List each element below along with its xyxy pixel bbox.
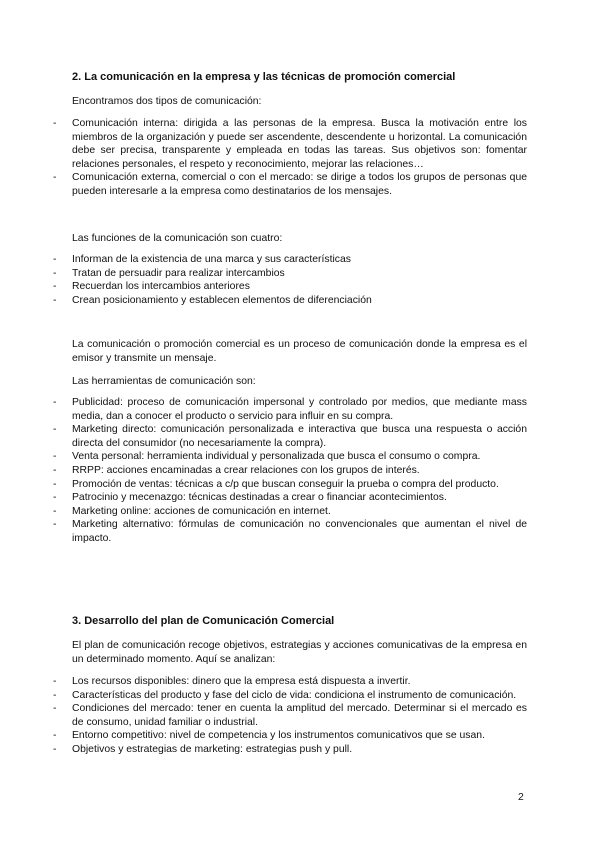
page-number: 2 — [518, 792, 524, 803]
bullet-dash: - — [53, 703, 57, 715]
plan-factors-list — [0, 675, 600, 757]
list-item: - Venta personal: herramienta individual y personalizada que busca el consumo o compra. — [53, 451, 481, 463]
list-item: - Publicidad: proceso de comunicación impersonal y controlado por medios, que mediante mass media, dan a conocer el producto o servicio para influir en su compra. — [53, 397, 527, 422]
list-item: - RRPP: acciones encaminadas a crear relaciones con los grupos de interés. — [53, 464, 420, 476]
bullet-dash: - — [53, 118, 57, 129]
functions-intro: Las funciones de la comunicación son cuatro: — [72, 233, 283, 244]
bullet-dash: - — [53, 424, 57, 436]
bullet-dash: - — [53, 294, 57, 306]
promotion-paragraph: La comunicación o promoción comercial es un proceso de comunicación donde la empresa es el emisor y transmite un mensaje. — [72, 339, 527, 364]
list-item: - Promoción de ventas: técnicas a c/p que buscan conseguir la prueba o compra del producto. — [53, 478, 499, 490]
list-item: - Los recursos disponibles: dinero que la empresa está dispuesta a invertir. — [53, 676, 411, 687]
bullet-dash: - — [53, 478, 57, 490]
list-item: - Comunicación interna: dirigida a las personas de la empresa. Busca la motivación entre los miembros de la organización y puede ser ascendente, descendente u horizontal. La comunicación debe ser precisa, transparente y empleada en todas las tareas. Sus objetivos son: fomentar relaciones personales, el respeto y reconocimiento, mejorar las relaciones… — [53, 118, 527, 170]
list-item: - Comunicación externa, comercial o con el mercado: se dirige a todos los grupos de personas que pueden interesarle a la empresa como destinatarios de los mensajes. — [53, 172, 527, 197]
list-item: - Crean posicionamiento y establecen elementos de diferenciación — [53, 294, 372, 306]
list-item: - Marketing alternativo: fórmulas de comunicación no convencionales que aumentan el nivel de impacto. — [53, 519, 527, 544]
list-item: - Informan de la existencia de una marca y sus características — [53, 254, 351, 265]
list-item: - Marketing directo: comunicación personalizada e interactiva que busca una respuesta o acción directa del consumidor (no necesariamente la compra). — [53, 424, 527, 449]
bullet-dash: - — [53, 267, 57, 279]
bullet-dash: - — [53, 519, 57, 531]
section-2-intro: Encontramos dos tipos de comunicación: — [72, 96, 262, 107]
list-item: - Tratan de persuadir para realizar intercambios — [53, 267, 285, 279]
section-3-heading: 3. Desarrollo del plan de Comunicación Comercial — [72, 615, 335, 627]
functions-list — [0, 253, 600, 307]
bullet-dash: - — [53, 689, 57, 701]
section-2-heading: 2. La comunicación en la empresa y las técnicas de promoción comercial — [72, 71, 456, 83]
tools-list — [0, 396, 600, 546]
list-item: - Objetivos y estrategias de marketing: estrategias push y pull. — [53, 743, 353, 755]
bullet-dash: - — [53, 676, 57, 687]
bullet-dash: - — [53, 505, 57, 517]
bullet-dash: - — [53, 397, 57, 408]
list-item: - Patrocinio y mecenazgo: técnicas destinadas a crear o financiar acontecimientos. — [53, 492, 447, 504]
section-3-intro: El plan de comunicación recoge objetivos, estrategias y acciones comunicativas de la empresa en un determinado momento. Aquí se analizan: — [72, 640, 527, 665]
bullet-dash: - — [53, 281, 57, 293]
communication-types-list — [0, 117, 600, 199]
bullet-dash: - — [53, 464, 57, 476]
list-item: - Marketing online: acciones de comunicación en internet. — [53, 505, 331, 517]
bullet-dash: - — [53, 743, 57, 755]
bullet-dash: - — [53, 172, 57, 184]
list-item: - Entorno competitivo: nivel de competencia y los instrumentos comunicativos que se usan. — [53, 730, 485, 742]
bullet-dash: - — [53, 492, 57, 504]
bullet-dash: - — [53, 254, 57, 265]
tools-intro: Las herramientas de comunicación son: — [72, 376, 256, 387]
bullet-dash: - — [53, 451, 57, 463]
list-item: - Características del producto y fase del ciclo de vida: condiciona el instrumento de comunicación. — [53, 689, 517, 701]
bullet-dash: - — [53, 730, 57, 742]
list-item: - Condiciones del mercado: tener en cuenta la amplitud del mercado. Determinar si el mercado es de consumo, unidad familiar o industrial. — [53, 703, 527, 728]
list-item: - Recuerdan los intercambios anteriores — [53, 281, 250, 293]
